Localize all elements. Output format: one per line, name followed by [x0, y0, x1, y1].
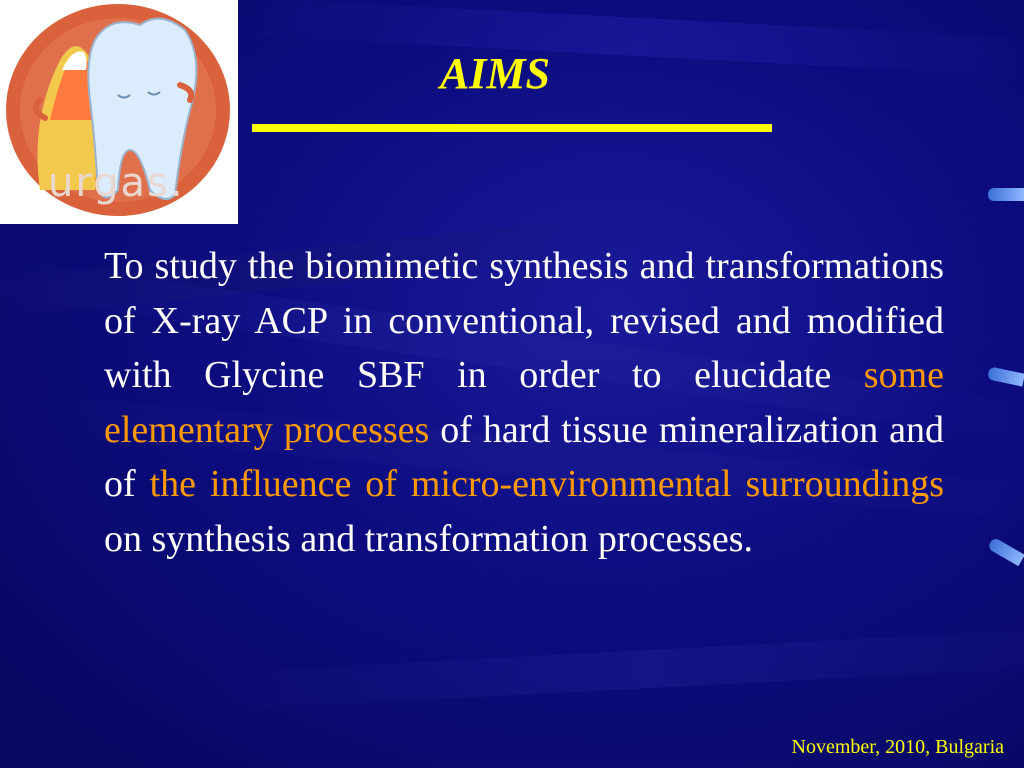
footer-date-location: November, 2010, Bulgaria — [791, 736, 1004, 758]
body-text-part: To study the biomimetic synthesis and transformations of X-ray ACP in conventional, revised and modified with Glycine SBF in order to elucidate — [104, 245, 944, 396]
edge-dash-decoration — [988, 188, 1024, 201]
logo — [0, 0, 238, 224]
edge-dash-decoration — [987, 537, 1024, 566]
logo-text: urgas. — [48, 160, 185, 206]
highlighted-phrase: some elementary processes — [104, 354, 944, 451]
background-streak — [200, 626, 1024, 711]
body-text-part: of hard tissue mineralization and of — [104, 408, 944, 505]
highlighted-phrase: the influence of micro-environmental surroundings — [149, 463, 944, 505]
background-streak — [240, 0, 1024, 77]
title-underline — [252, 124, 772, 132]
body-text-part: on synthesis and transformation processes. — [104, 517, 754, 560]
aims-paragraph — [104, 239, 944, 566]
slide-title: AIMS — [439, 49, 551, 98]
edge-dash-decoration — [987, 366, 1024, 386]
